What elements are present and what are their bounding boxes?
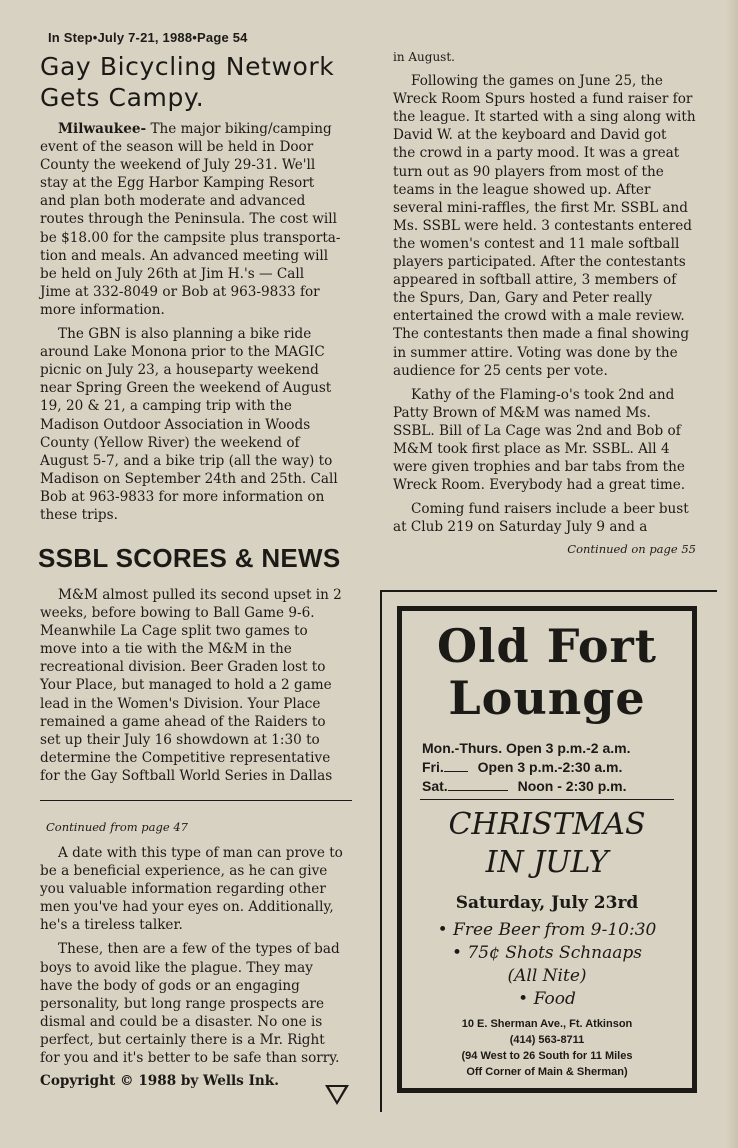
- ad-directions-2: Off Corner of Main & Sherman): [466, 1066, 628, 1078]
- text-line: be held on July 26th at Jim H.'s — Call: [40, 265, 305, 282]
- text-line: Meanwhile La Cage split two games to: [40, 623, 308, 640]
- blank-line: [448, 790, 508, 791]
- blank-line: [444, 771, 468, 772]
- text-line: event of the season will be held in Door: [40, 139, 314, 156]
- text-line: men you've had your eyes on. Additionally,: [40, 899, 334, 916]
- text-line: Following the games on June 25, the: [411, 73, 663, 90]
- text-line: Kathy of the Flaming-o's took 2nd and: [411, 386, 675, 403]
- text-line: recreational division. Beer Graden lost to: [40, 659, 326, 676]
- ad-phone: (414) 563-8711: [509, 1034, 585, 1046]
- text-line: lead in the Women's Division. Your Place: [40, 695, 321, 712]
- text-line: dismal and could be a disaster. No one is: [40, 1013, 323, 1030]
- text-line: and plan both moderate and advanced: [40, 193, 306, 210]
- ssbl-section-title: SSBL SCORES & NEWS: [38, 543, 341, 573]
- text-line: determine the Competitive representative: [40, 749, 331, 766]
- hours-row: [422, 777, 682, 796]
- text-line: routes through the Peninsula. The cost will: [40, 211, 337, 228]
- copyright-line: Copyright © 1988 by Wells Ink.: [40, 1073, 279, 1090]
- page-header: In Step•July 7-21, 1988•Page 54: [48, 30, 248, 45]
- text-line: The contestants then made a final showing: [393, 326, 690, 343]
- text-line: boys to avoid like the plague. They may: [40, 959, 313, 976]
- section-divider: [40, 800, 352, 801]
- headline-line-2: Gets Campy.: [40, 82, 205, 112]
- hours-day: Mon.-Thurs.: [422, 740, 503, 756]
- ad-directions-1: (94 West to 26 South for 11 Miles: [461, 1050, 633, 1062]
- hours-time: Open 3 p.m.-2:30 a.m.: [477, 759, 623, 775]
- text-line: SSBL. Bill of La Cage was 2nd and Bob of: [393, 422, 681, 439]
- text-line: Wreck Room Spurs hosted a fund raiser for: [393, 91, 693, 108]
- right-column-body: [393, 48, 706, 556]
- article2-paragraph-2: [40, 940, 353, 1067]
- hours-time: Open 3 p.m.-2 a.m.: [506, 740, 631, 756]
- article1-paragraph-2: [40, 325, 353, 524]
- text-line: August 5-7, and a bike trip (all the way) to: [40, 452, 333, 469]
- text-line: the Spurs, Dan, Gary and Peter really: [393, 290, 653, 307]
- text-line: M&M took first place as Mr. SSBL. All 4: [393, 440, 670, 457]
- text-line: be a beneficial experience, as he can give: [40, 863, 328, 880]
- text-line: the crowd in a party mood. It was a great: [393, 145, 680, 162]
- article1-body: [40, 120, 353, 530]
- text-line: for the Gay Softball World Series in Dallas: [40, 767, 333, 784]
- scan-edge: [726, 0, 738, 1148]
- article2-body: [40, 820, 353, 1089]
- text-line: Patty Brown of M&M was named Ms.: [393, 404, 651, 421]
- ad-item: • 75¢ Shots Schnaaps: [451, 943, 642, 963]
- text-line: turn out as 90 players from most of the: [393, 163, 664, 180]
- ad-divider: [420, 799, 674, 800]
- right-top-line: in August.: [393, 50, 455, 64]
- text-line: more information.: [40, 301, 165, 318]
- text-line: Coming fund raisers include a beer bust: [411, 501, 689, 518]
- text-line: The major biking/camping: [150, 121, 332, 137]
- right-paragraph-1: [393, 72, 706, 380]
- text-line: near Spring Green the weekend of August: [40, 380, 332, 397]
- text-line: around Lake Monona prior to the MAGIC: [40, 344, 325, 361]
- text-line: Madison Outdoor Association in Woods: [40, 416, 311, 433]
- text-line: Jime at 332-8049 or Bob at 963-9833 for: [40, 283, 320, 300]
- hours-row: [422, 739, 682, 758]
- text-line: 19, 20 & 21, a camping trip with the: [40, 398, 292, 415]
- text-line: Ms. SSBL were held. 3 contestants entered: [393, 217, 692, 234]
- text-line: set up their July 16 showdown at 1:30 to: [40, 731, 320, 748]
- text-line: the league. It started with a sing along with: [393, 109, 696, 126]
- ad-event-line-1: CHRISTMAS: [448, 807, 646, 842]
- text-line: Wreck Room. Everybody had a great time.: [393, 477, 686, 494]
- old-fort-lounge-ad: [397, 606, 697, 1093]
- text-line: entertained the crowd with a male review.: [393, 308, 685, 325]
- right-paragraph-2: [393, 386, 706, 495]
- text-line: he's a tireless talker.: [40, 917, 183, 934]
- dateline: Milwaukee-: [58, 121, 147, 137]
- text-line: at Club 219 on Saturday July 9 and a: [393, 519, 648, 536]
- text-line: A date with this type of man can prove to: [58, 845, 343, 861]
- text-line: M&M almost pulled its second upset in 2: [58, 587, 342, 603]
- ad-hours: [422, 739, 682, 796]
- text-line: several mini-raffles, the first Mr. SSBL and: [393, 199, 688, 216]
- hours-day: Fri.: [422, 759, 444, 775]
- ad-item: (All Nite): [507, 966, 587, 986]
- article2-paragraph-1: [40, 844, 353, 934]
- text-line: David W. at the keyboard and David got: [393, 127, 667, 144]
- ad-event-date: Saturday, July 23rd: [455, 893, 639, 913]
- text-line: Your Place, but managed to hold a 2 game: [40, 677, 332, 694]
- ad-title-line-2: Lounge: [448, 671, 646, 725]
- text-line: picnic on July 23, a houseparty weekend: [40, 362, 319, 379]
- text-line: remained a game ahead of the Raiders to: [40, 713, 326, 730]
- text-line: perfect, but certainly there is a Mr. Right: [40, 1031, 325, 1048]
- ad-title-line-1: Old Fort: [436, 619, 658, 673]
- text-line: be $18.00 for the campsite plus transporta-: [40, 229, 341, 246]
- continued-on-label: Continued on page 55: [567, 542, 696, 557]
- text-line: Madison on September 24th and 25th. Call: [40, 470, 338, 487]
- ad-address: 10 E. Sherman Ave., Ft. Atkinson: [461, 1018, 633, 1030]
- ssbl-paragraph: [40, 586, 353, 785]
- text-line: audience for 25 cents per vote.: [393, 362, 608, 379]
- ad-item: • Free Beer from 9-10:30: [437, 920, 657, 940]
- ad-event-line-2: IN JULY: [485, 845, 609, 880]
- text-line: you valuable information regarding other: [40, 881, 326, 898]
- text-line: these trips.: [40, 506, 118, 523]
- text-line: County the weekend of July 29-31. We'll: [40, 157, 316, 174]
- text-line: teams in the league showed up. After: [393, 181, 651, 198]
- text-line: tion and meals. An advanced meeting will: [40, 247, 329, 264]
- text-line: personality, but long range prospects are: [40, 995, 325, 1012]
- hours-time: Noon - 2:30 p.m.: [517, 778, 627, 794]
- text-line: players participated. After the contestants: [393, 254, 686, 271]
- right-paragraph-3: [393, 500, 706, 536]
- ssbl-body: [40, 586, 353, 791]
- text-line: appeared in softball attire, 3 members of: [393, 272, 677, 289]
- continued-from-label: Continued from page 47: [46, 820, 188, 834]
- end-mark-inner: [329, 1087, 345, 1101]
- text-line: move into a tie with the M&M in the: [40, 641, 292, 658]
- text-line: The GBN is also planning a bike ride: [58, 326, 312, 343]
- text-line: have the body of gods or an engaging: [40, 977, 300, 994]
- article1-paragraph-1: [40, 120, 353, 319]
- headline-line-1: Gay Bicycling Network: [40, 52, 335, 81]
- text-line: were given trophies and bar tabs from the: [393, 459, 685, 476]
- hours-row: [422, 758, 682, 777]
- hours-day: Sat.: [422, 778, 448, 794]
- article-headline: [40, 52, 360, 113]
- text-line: for you and it's better to be safe than sorry.: [40, 1050, 340, 1067]
- text-line: These, then are a few of the types of bad: [58, 941, 340, 958]
- text-line: weeks, before bowing to Ball Game 9-6.: [40, 605, 315, 622]
- text-line: in summer attire. Voting was done by the: [393, 344, 678, 361]
- text-line: stay at the Egg Harbor Kamping Resort: [40, 175, 315, 192]
- text-line: Bob at 963-9833 for more information on: [40, 488, 325, 505]
- ad-item: • Food: [518, 989, 576, 1009]
- text-line: the women's contest and 11 male softball: [393, 235, 680, 252]
- text-line: County (Yellow River) the weekend of: [40, 434, 300, 451]
